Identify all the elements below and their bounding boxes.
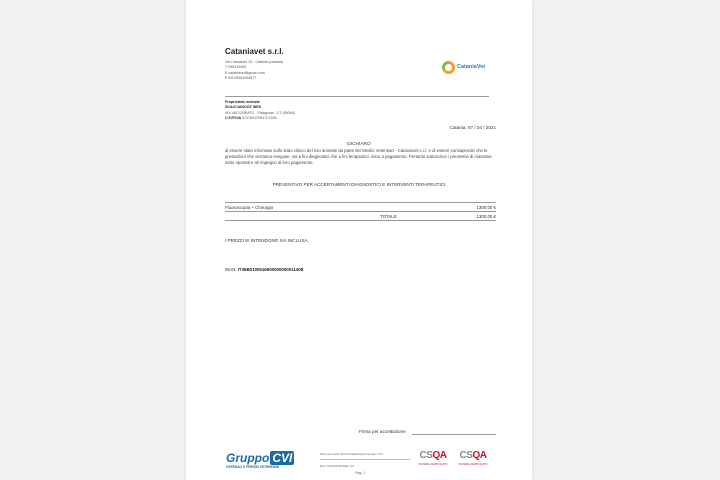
- iban-line: [225, 267, 303, 272]
- csqa-certification-logo: [414, 450, 452, 472]
- owner-block: [225, 100, 295, 121]
- table-bottom-rule: [225, 220, 496, 221]
- footer-line-2: Rev. 01/01/2018 REC_03: [320, 464, 354, 468]
- csqa-subtitle: SISTEMA CERTIFICATO: [458, 463, 488, 466]
- footer-line-1: Dott.ssa Lucia Stricchi Mastroianni Gruppo CVI: [320, 452, 383, 456]
- owner-cf-value: SCCNSI75R47C1506: [242, 115, 277, 120]
- iban-label: IBAN:: [225, 267, 237, 272]
- page-number: Pag. 1: [355, 471, 366, 475]
- group-subtitle: OSPEDALI E PRESIDI VETERINARI: [226, 465, 280, 469]
- table-mid-rule: [225, 211, 496, 212]
- estimate-item-label: Fluoroscopia + Chirurgia: [225, 205, 273, 210]
- logo-text: CataniaVet: [457, 64, 486, 70]
- address-line: P.IVA 05081090877: [225, 75, 257, 80]
- iban-value: IT36B0100516900000000011408: [237, 267, 304, 272]
- table-top-rule: [225, 202, 496, 203]
- address-line: T 095410405: [225, 65, 247, 70]
- owner-name: SCACCIANOCE INES: [225, 105, 262, 110]
- declaration-title: DICHIARO: [347, 142, 371, 147]
- csqa-text: CSQA: [419, 450, 447, 461]
- signature-line: [412, 434, 496, 435]
- owner-label: Proprietario animale: [225, 100, 260, 104]
- csqa-text: CSQA: [459, 450, 487, 461]
- company-address: [225, 60, 283, 81]
- address-line: Via Carcaluso 10 - Catania (catania): [225, 60, 283, 64]
- group-badge: CVI: [272, 451, 293, 465]
- gruppo-cvi-logo: [226, 451, 294, 465]
- company-name: Cataniavet s.r.l.: [225, 47, 284, 56]
- owner-cf-label: C.F./P.IVA: [225, 115, 242, 120]
- estimate-item-value: 1300,00 €: [476, 205, 496, 210]
- document-page: [186, 0, 532, 480]
- declaration-text: di essere stato informato sullo stato clinico del mio animale da parte dei Medici Veterinari - Cataniavet s.r.l. e di essere consapevole che le prestazioni che verranno eseguite, sia a fini diagnostici che a fini terapeutici, sono a pagamento. Pertanto sottoscrivo i preventivi di massima sotto riportati e mi impegno al loro pagamento.: [225, 148, 492, 165]
- group-name: Gruppo: [226, 451, 270, 465]
- header-divider: [225, 96, 489, 97]
- signature-label: Firma per accettazione: [359, 429, 406, 434]
- cataniavet-logo: [440, 60, 488, 76]
- total-value: 1300,00 €: [476, 214, 496, 219]
- owner-address: VIA VACCARIATO - Palagonia - CT (95046): [225, 110, 295, 115]
- address-line: E cataniavet@gmail.com: [225, 70, 265, 75]
- csqa-certification-logo: [454, 450, 492, 472]
- total-label: TOTALE: [380, 214, 397, 219]
- document-date: Catania, 07 / 04 / 2021: [449, 125, 496, 130]
- logo-mark-icon: [442, 61, 455, 74]
- vat-note: I PREZZI SI INTENDONO IVA INCLUSA.: [225, 238, 309, 243]
- csqa-subtitle: SISTEMA CERTIFICATO: [418, 463, 448, 466]
- estimate-title: PREVENTIVO PER ACCERTAMENTI DIAGNOSTICI E INTERVENTI TERAPEUTICI: [272, 182, 446, 187]
- footer-rule: [320, 459, 410, 460]
